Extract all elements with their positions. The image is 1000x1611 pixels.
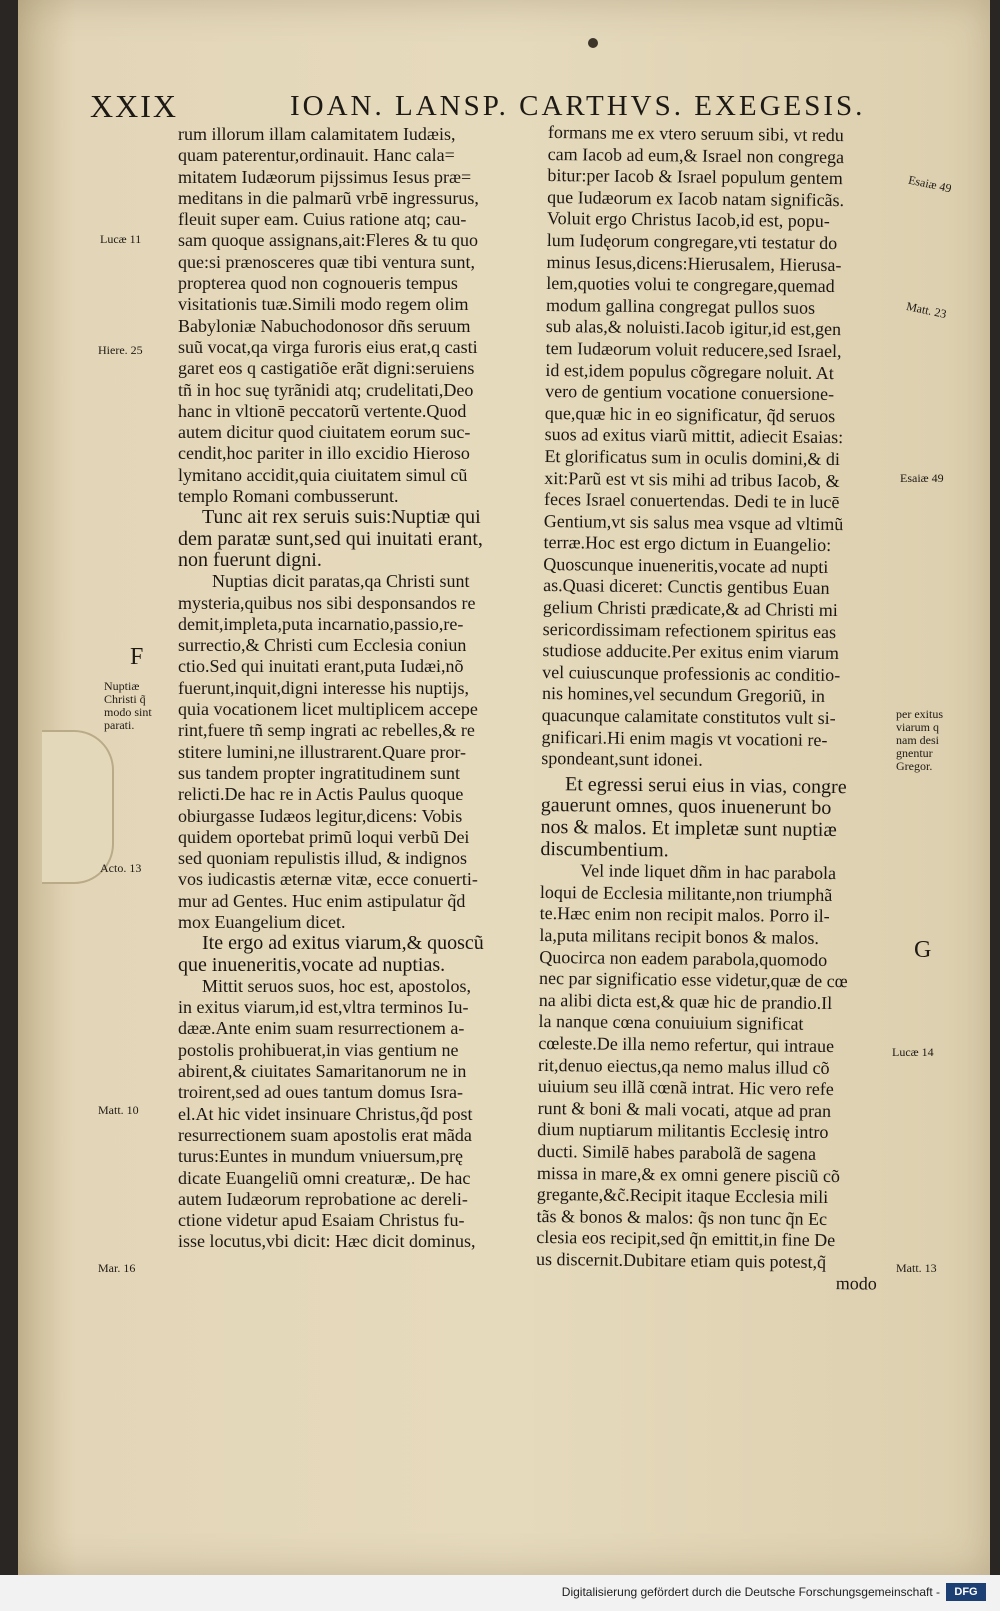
page-header (18, 88, 990, 128)
text-line: na alibi dicta est,& quæ hic de prandio.Il (538, 989, 833, 1013)
margin-note-luc: Lucæ 11 (100, 232, 142, 246)
text-line: as.Quasi diceret: Cunctis gentibus Euan (543, 575, 830, 599)
scripture-rubric: que inueneritis,vocate ad nuptias. (178, 953, 446, 976)
text-line: Et glorificatus sum in oculis domini,& di (544, 445, 841, 469)
scripture-rubric: dem paratæ sunt,sed qui inuitati erant, (178, 527, 483, 550)
text-line: formans me ex vtero seruum sibi, vt redu (547, 122, 844, 146)
text-line: Mittit seruos suos, hoc est, apostolos, (202, 975, 471, 996)
running-title: IOAN. LANSP. CARTHVS. EXEGESIS. (290, 90, 866, 122)
text-line: propterea quod non cognoueris tempus (178, 273, 458, 294)
text-line: ctione videtur apud Esaiam Christus fu- (178, 1210, 465, 1231)
scripture-rubric: non fuerunt digni. (178, 548, 322, 571)
margin-note-hiere: Hiere. 25 (98, 343, 143, 357)
text-line: obiurgasse Iudæos legitur,dicens: Vobis (178, 805, 463, 826)
text-line: gnificari.Hi enim magis vt vocationi re- (541, 726, 828, 750)
margin-line: gnentur (896, 746, 933, 760)
text-line: xit:Parũ est vt sis mihi ad tribus Iacob, & (544, 467, 840, 491)
text-line: vero de gentium vocatione conuersione- (545, 381, 835, 405)
text-line: quam paterentur,ordinauit. Hanc cala= (178, 145, 455, 166)
margin-line: Nuptiæ (104, 679, 140, 693)
text-line: sam quoque assignans,ait:Fleres & tu quo (178, 230, 478, 251)
scripture-rubric: discumbentium. (540, 837, 669, 861)
text-line: sub alas,& noluisti.Iacob igitur,id est,gen (545, 316, 842, 340)
text-line: cendit,hoc pariter in illo excidio Hieroso (178, 443, 470, 464)
text-line: lum Iudęorum congregare,vti testatur do (546, 229, 838, 254)
text-line: demit,impleta,puta incarnatio,passio,re- (178, 613, 464, 634)
text-line: que Iudæorum ex Iacob natam significãs. (547, 186, 845, 210)
margin-note-matt10: Matt. 10 (98, 1103, 139, 1117)
text-line: modo (835, 1273, 877, 1294)
text-line: lem,quoties volui te congregare,quemad (546, 273, 835, 297)
text-line: Babyloniæ Nabuchodonosor dñs seruum (178, 315, 471, 336)
text-line: mitatem Iudæorum pijssimus Iesus præ= (178, 166, 472, 187)
text-line: el.At hic videt insinuare Christus,q̃d post (178, 1103, 473, 1124)
text-line: uiuium seu illã cœnã intrat. Hic vero refe (537, 1076, 834, 1100)
text-line: vel cuiuscunque professionis ac conditio- (542, 661, 841, 685)
text-line: Quoscunque inueneritis,vocate ad nupti (543, 553, 829, 577)
text-line: tñ in hoc suę tyrãnidi atq; crudelitati,Deo (178, 379, 474, 400)
text-line: rit,denuo eiectus,qa nemo malus illud cõ (538, 1054, 830, 1078)
text-line: meditans in die palmarũ vrbē ingressurus, (178, 187, 479, 208)
margin-note-matt23: Matt. 23 (905, 298, 948, 322)
text-line: visitationis tuæ.Simili modo regem olim (178, 294, 469, 315)
text-line: autem Iudæorum reprobatione ac dereli- (178, 1188, 468, 1209)
margin-line: Christi q̃ (104, 692, 146, 706)
text-line: vos iudicastis æternæ vitæ, ecce conuerti- (178, 869, 478, 890)
text-line: lymitano accidit,quia ciuitatem simul cũ (178, 464, 468, 485)
text-line: feces Israel conuertendas. Dedi te in lucē (543, 489, 840, 513)
scripture-rubric: Et egressi serui eius in vias, congre (564, 773, 847, 798)
margin-note-luc14: Lucæ 14 (892, 1045, 934, 1059)
margin-line: per exitus (896, 707, 943, 721)
margin-note-mar: Mar. 16 (98, 1261, 136, 1275)
text-line: Gentium,vt sis salus mea vsque ad vltimũ (543, 510, 844, 534)
text-line: suos ad exitus viarũ mittit, adiecit Esaias: (544, 424, 844, 448)
book-page (18, 0, 990, 1575)
text-line: garet eos q castigatiõe erãt digni:seruiens (178, 358, 475, 379)
text-line: la nanque cœna conuiuium significat (538, 1011, 804, 1035)
text-line: Vel inde liquet dñm in hac parabola (580, 860, 837, 884)
text-line: ducti. Similē habes parabolã de sagena (537, 1140, 817, 1164)
scripture-rubric: nos & malos. Et impletæ sunt nuptiæ (540, 815, 837, 842)
text-line: runt & boni & mali vocati, atque ad pran (537, 1097, 832, 1121)
text-line: minus Iesus,dicens:Hierusalem, Hierusa- (546, 251, 842, 275)
text-line: quidem oportebat primũ loqui verbũ Dei (178, 826, 470, 847)
text-line: ctio.Sed qui inuitati erant,puta Iudæi,nõ (178, 656, 464, 677)
margin-note-matt13: Matt. 13 (896, 1261, 937, 1275)
text-line: fuerunt,inquit,digni interesse his nuptijs, (178, 677, 469, 698)
text-line: mysteria,quibus nos sibi desponsandos re (178, 592, 476, 613)
paper-blemish (588, 38, 598, 48)
text-line: sericordissimam refectionem spiritus eas (542, 618, 837, 642)
text-line: nis homines,vel secundum Gregoriũ, in (541, 683, 826, 707)
text-line: rum illorum illam calamitatem Iudæis, (178, 124, 456, 144)
text-line: que,quæ hic in eo significatur, q̃d seruos (544, 402, 836, 426)
text-line: relicti.De hac re in Actis Paulus quoque (178, 784, 464, 805)
text-line: dium nuptiarum militantis Ecclesię intro (537, 1119, 829, 1143)
text-line: in exitus viarum,id est,vltra terminos Iu- (178, 997, 469, 1018)
text-line: gregante,&c̃.Recipit itaque Ecclesia mili (536, 1184, 829, 1208)
text-line: us discernit.Dubitare etiam quis potest,q̃ (535, 1248, 827, 1272)
text-line: templo Romani combusserunt. (178, 486, 399, 507)
scripture-rubric: Ite ergo ad exitus viarum,& quoscũ (202, 932, 484, 955)
text-line: modum gallina congregat pullos suos (545, 294, 816, 318)
footer-credit: Digitalisierung gefördert durch die Deutsche Forschungsgemeinschaft - (561, 1585, 940, 1599)
margin-line: Gregor. (896, 759, 933, 773)
margin-note-acto: Acto. 13 (100, 861, 142, 875)
text-line: dææ.Ante enim suam resurrectionem a- (178, 1018, 465, 1039)
text-line: rint,fuere tñ semp ingrati ac rebelles,& re (178, 720, 475, 741)
margin-line: parati. (104, 718, 135, 732)
margin-line: viarum q (896, 720, 939, 734)
left-text-column (178, 124, 553, 1253)
margin-line: modo sint (104, 705, 152, 719)
text-line: resurrectionem suam apostolis erat mãda (178, 1124, 472, 1145)
text-line: surrectio,& Christi cum Ecclesia coniun (178, 635, 467, 656)
text-line: gelium Christi prædicate,& ad Christi mi (542, 597, 838, 621)
text-line: nec par significatio esse videtur,quæ de cœ (538, 968, 848, 992)
text-line: mox Euangelium dicet. (178, 911, 346, 932)
folio-number: XXIX (90, 88, 178, 124)
margin-note-nuptiae (104, 680, 152, 732)
scripture-rubric: Tunc ait rex seruis suis:Nuptiæ qui (202, 506, 481, 529)
scripture-rubric: gauerunt omnes, quos inuenerunt bo (540, 794, 832, 820)
text-line: te.Hæc enim non recipit malos. Porro il- (539, 903, 830, 927)
text-line: terræ.Hoc est ergo dictum in Euangelio: (543, 532, 832, 556)
right-text-column (536, 122, 918, 1296)
text-line: clesia eos recipit,sed q̃n emittit,in fine De (536, 1227, 836, 1251)
text-line: hanc in vltionē peccatorũ vertente.Quod (178, 400, 467, 421)
text-line: sus tandem propter ingratitudinem sunt (178, 762, 460, 783)
text-line: Nuptias dicit paratas,qa Christi sunt (212, 571, 470, 592)
section-letter-f: F (130, 644, 144, 670)
text-line: fleuit super eam. Cuius ratione atq; cau- (178, 209, 467, 230)
text-line: cœleste.De illa nemo refertur, qui intraue (538, 1032, 835, 1056)
text-line: isse locutus,vbi dicit: Hæc dicit dominus, (178, 1231, 476, 1252)
text-line: quacunque calamitate constitutos vult si- (541, 704, 836, 729)
text-line: mur ad Gentes. Huc enim astipulatur q̃d (178, 890, 466, 911)
text-line: dicate Euangeliũ omni creaturæ,. De hac (178, 1167, 471, 1188)
digitization-footer (0, 1575, 1000, 1611)
margin-note-esa49a: Esaiæ 49 (907, 172, 953, 196)
section-letter-g: G (914, 937, 932, 963)
text-line: sed quoniam repulistis illud, & indignos (178, 848, 467, 869)
text-line: cam Iacob ad eum,& Israel non congrega (547, 143, 845, 167)
text-line: troirent,sed ad oues tantum domus Isra- (178, 1082, 463, 1103)
text-line: spondeant,sunt idonei. (541, 748, 703, 770)
text-line: que:si prænosceres quæ tibi ventura sunt, (178, 251, 475, 272)
margin-line: nam desi (896, 733, 939, 747)
text-line: la,puta militans recipit bonos & malos. (539, 924, 820, 948)
text-line: loqui de Ecclesia militante,non triumphã (539, 881, 833, 905)
text-line: Voluit ergo Christus Iacob,id est, popu- (546, 208, 830, 232)
text-line: id est,idem populus cõgregare noluit. At (545, 359, 834, 383)
text-line: abirent,& ciuitates Samaritanorum ne in (178, 1061, 467, 1082)
text-line: stitere lumini,ne illustrarent.Quare pror- (178, 741, 467, 762)
text-line: missa in mare,& ex omni genere pisciũ cõ (536, 1162, 841, 1186)
dfg-logo-icon: DFG (946, 1583, 986, 1601)
text-line: quia vocationem licet multiplicem accepe (178, 699, 478, 720)
text-line: tãs & bonos & malos: q̃s non tunc q̃n Ec (536, 1205, 828, 1229)
text-line: turus:Euntes in mundum vniuersum,prę (178, 1146, 463, 1167)
text-line: tem Iudæorum voluit reducere,sed Israel, (545, 337, 842, 362)
text-line: Quocirca non eadem parabola,quomodo (539, 946, 828, 970)
text-line: studiose adducite.Per exitus enim viarum (542, 640, 839, 664)
text-line: bitur:per Iacob & Israel populum gentem (547, 165, 843, 189)
text-line: autem dicitur quod ciuitatem eorum suc- (178, 422, 471, 443)
margin-note-per-exitus (896, 708, 943, 773)
text-line: suũ vocat,qa virga furoris eius erat,q casti (178, 336, 478, 357)
margin-note-esa49b: Esaiæ 49 (900, 471, 944, 485)
text-line: postolis prohibuerat,in vias gentium ne (178, 1039, 459, 1060)
